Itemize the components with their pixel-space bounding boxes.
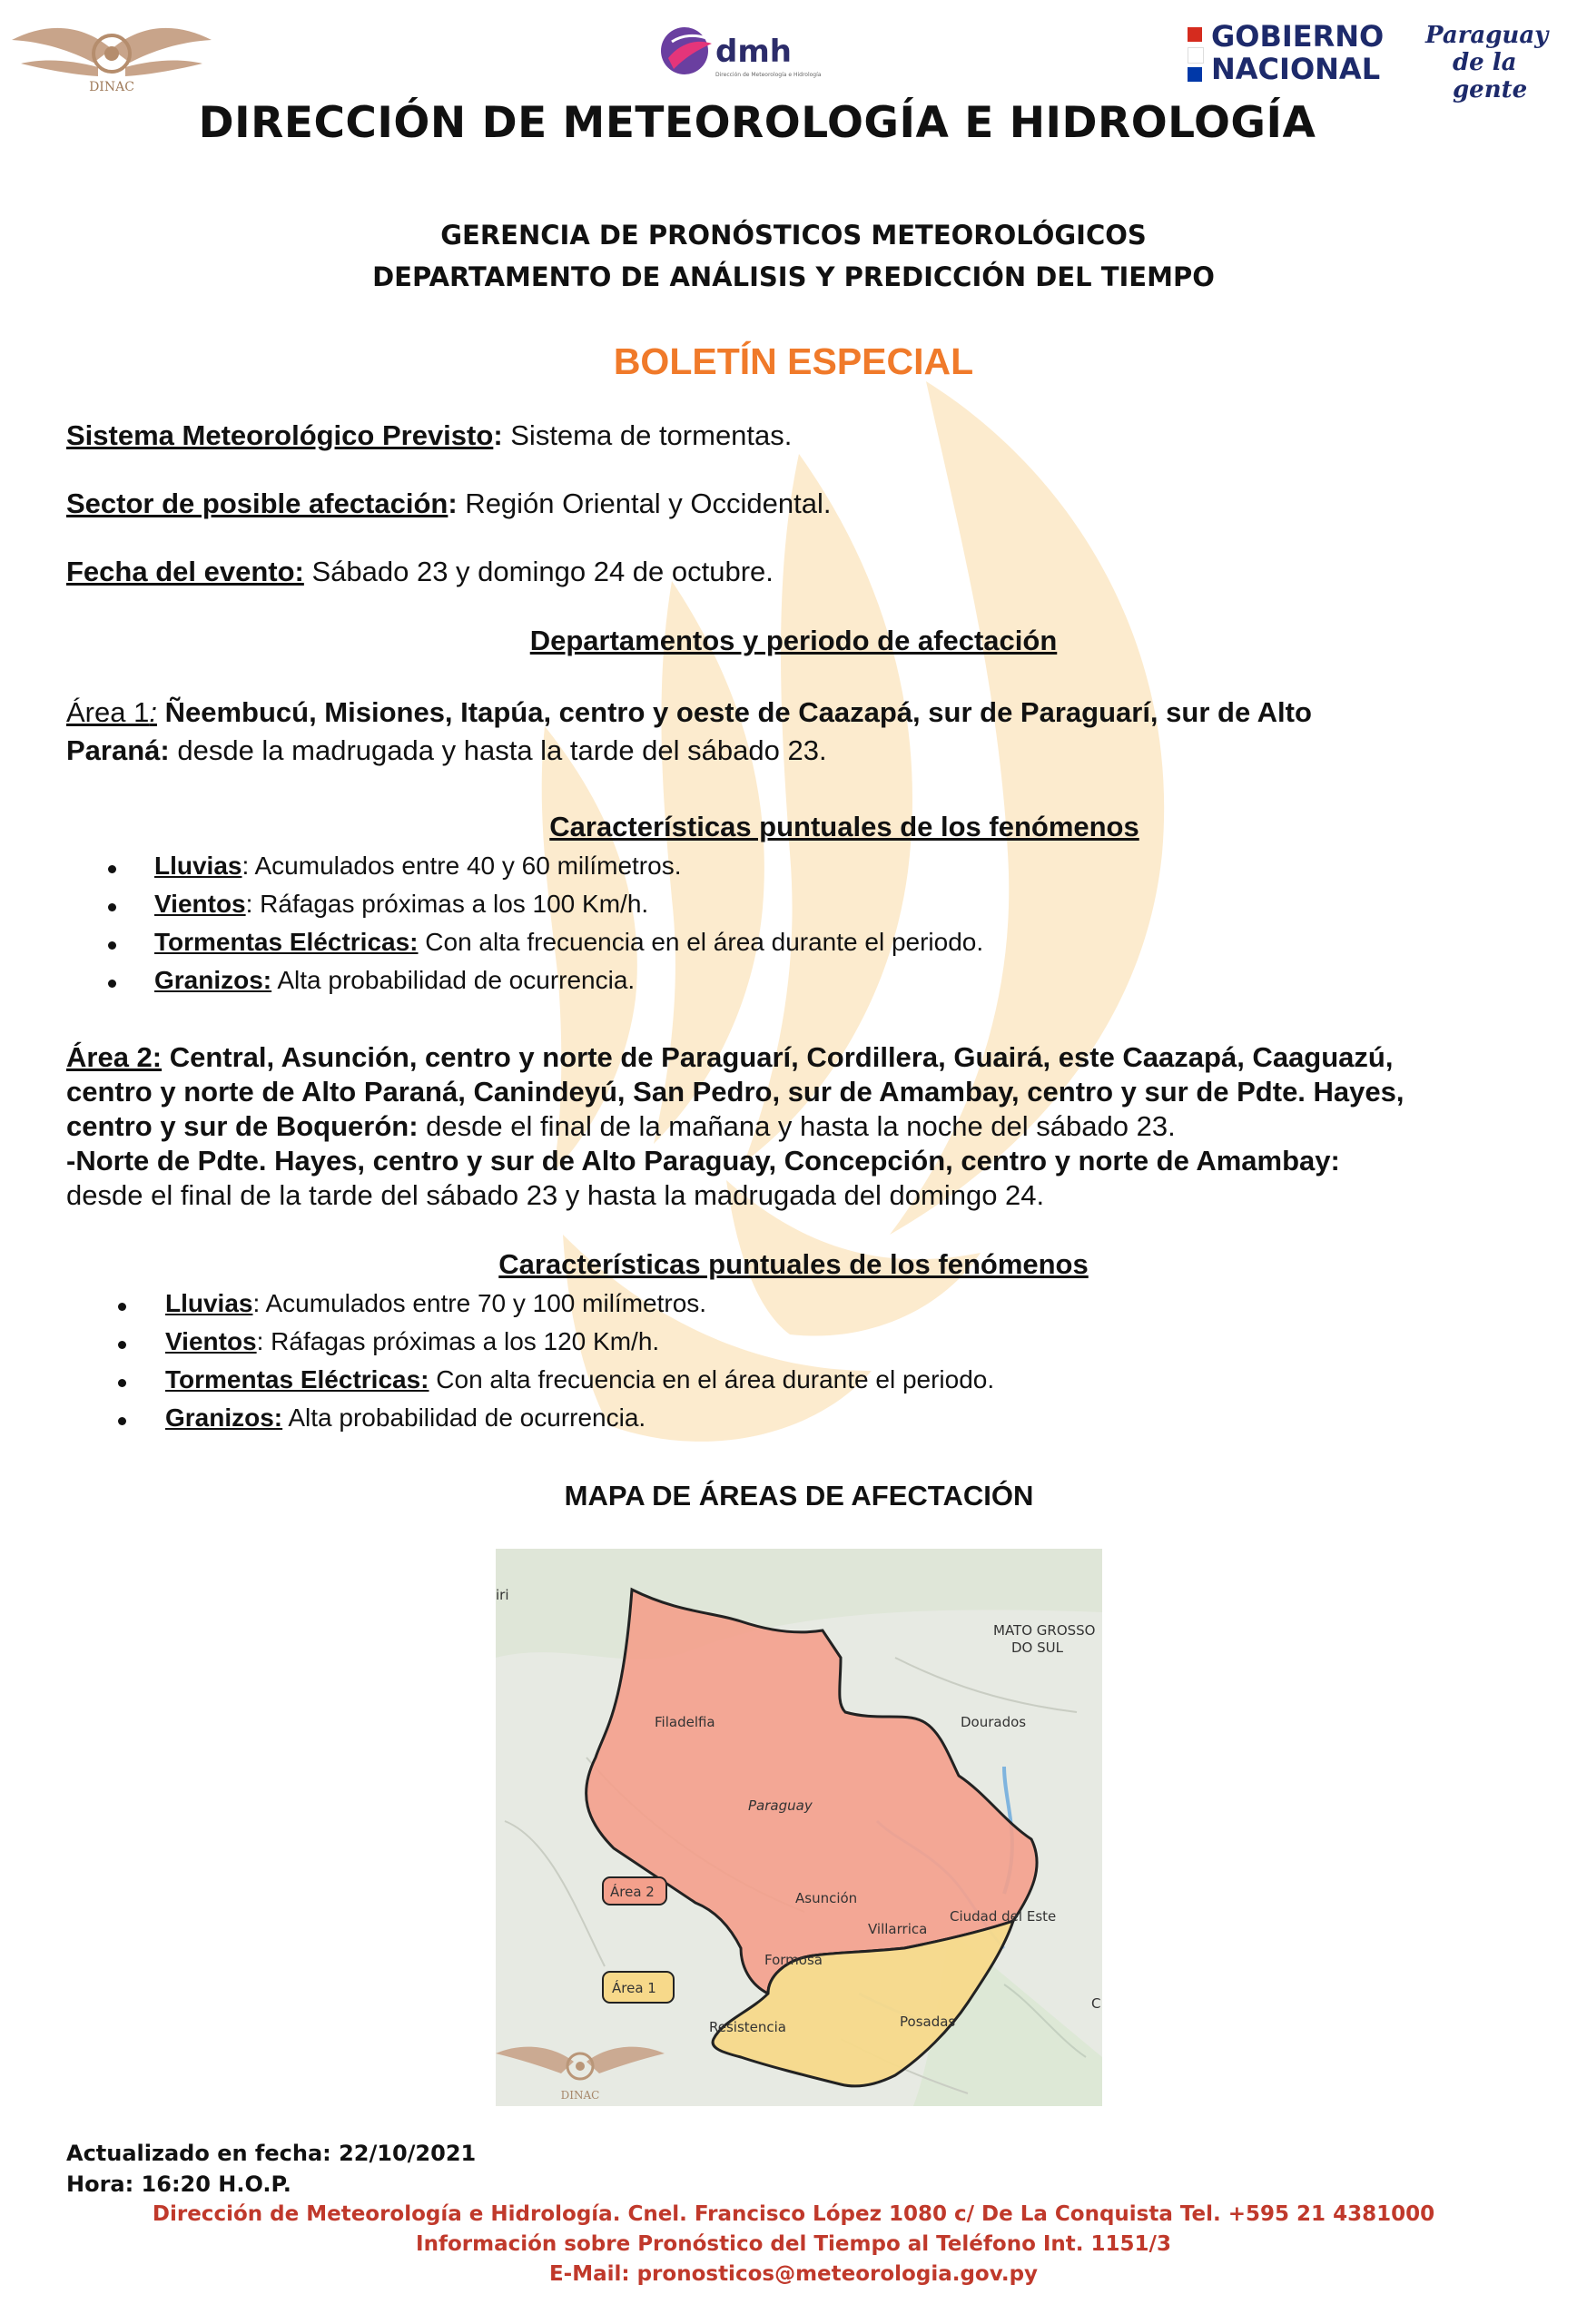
map-label-resistencia: Resistencia: [709, 2019, 786, 2035]
area2-description: Área 2: Central, Asunción, centro y norte de Paraguarí, Cordillera, Guairá, este Caazapá, Caaguazú, centro y norte de Alto Paraná, Canindeyú, San Pedro, sur de Amambay, centro y sur de Pdte. Hayes, centro y sur de Boquerón: desde el final de la mañana y hasta la noche del sábado 23. -Norte de Pdte. Hayes, centro y sur de Alto Paraguay, Concepción, centro y norte de Amambay: desde el final de la tarde del sábado 23 y hasta la madrugada del domingo 24.: [66, 1041, 1405, 1211]
area1-places-line2: Paraná:: [66, 734, 170, 766]
map-legend-area2: Área 2: [610, 1884, 655, 1900]
area1-features-heading: Características puntuales de los fenómenos: [549, 811, 1139, 842]
footer-address: Dirección de Meteorología e Hidrología. Cnel. Francisco López 1080 c/ De La Conquista Tel. +595 21 4381000: [152, 2202, 1435, 2226]
gobierno-text: GOBIERNO: [1211, 19, 1385, 54]
flag-white-square: [1188, 47, 1204, 64]
dmh-logo-subtext: Dirección de Meteorología e Hidrología: [715, 72, 822, 78]
updated-time: Hora: 16:20 H.O.P.: [66, 2171, 291, 2197]
updated-date: Actualizado en fecha: 22/10/2021: [66, 2141, 477, 2166]
flag-red-square: [1188, 27, 1202, 42]
area1-period: desde la madrugada y hasta la tarde del sábado 23.: [169, 734, 827, 766]
system-label: Sistema Meteorológico Previsto: [66, 419, 494, 451]
map-label-mato-grosso-1: MATO GROSSO: [993, 1622, 1096, 1639]
map-label-edge-ri: iri: [496, 1587, 509, 1603]
map-label-dourados: Dourados: [961, 1714, 1027, 1730]
sector-value: Región Oriental y Occidental.: [457, 487, 832, 519]
map-label-paraguay: Paraguay: [748, 1797, 813, 1814]
footer-phone-info: Información sobre Pronóstico del Tiempo al Teléfono Int. 1151/3: [416, 2232, 1171, 2256]
dmh-logo: [656, 22, 837, 85]
date-value: Sábado 23 y domingo 24 de octubre.: [303, 556, 774, 587]
de-la-gente-tagline: de la gente: [1453, 49, 1528, 103]
gobierno-nacional-logo: [1180, 19, 1571, 103]
affected-areas-map: [496, 1549, 1102, 2106]
map-label-formosa: Formosa: [764, 1952, 823, 1968]
map-label-edge-c: C: [1091, 1995, 1101, 2012]
sector-label: Sector de posible afectación: [66, 487, 448, 519]
page-title: DIRECCIÓN DE METEOROLOGÍA E HIDROLOGÍA: [198, 98, 1316, 148]
area2-label: Área 2:: [66, 1041, 163, 1073]
date-line: [66, 556, 774, 588]
area2-features-heading: Características puntuales de los fenómenos: [498, 1248, 1089, 1280]
map-label-mato-grosso-2: DO SUL: [1011, 1640, 1063, 1656]
map-label-ciudad-del-este: Ciudad del Este: [950, 1908, 1057, 1925]
paraguay-tagline: Paraguay: [1425, 22, 1549, 49]
map-label-villarrica: Villarrica: [868, 1921, 928, 1937]
dinac-logo-text: DINAC: [89, 80, 134, 94]
subtitle-gerencia: GERENCIA DE PRONÓSTICOS METEOROLÓGICOS: [440, 220, 1147, 251]
departments-heading: Departamentos y periodo de afectación: [529, 625, 1058, 656]
dinac-logo: [7, 13, 216, 94]
dmh-logo-text: dmh: [715, 34, 792, 70]
area1-description: Área 1: Ñeembucú, Misiones, Itapúa, centro y oeste de Caazapá, sur de Paraguarí, sur de Alto Paraná: desde la madrugada y hasta la tarde del sábado 23.: [66, 696, 1312, 766]
nacional-text: NACIONAL: [1211, 52, 1381, 86]
flag-blue-square: [1188, 67, 1202, 82]
system-value: Sistema de tormentas.: [502, 419, 793, 451]
svg-text:DINAC: DINAC: [560, 2089, 600, 2102]
date-label: Fecha del evento:: [66, 556, 304, 587]
map-label-posadas: Posadas: [900, 2014, 956, 2030]
map-label-filadelfia: Filadelfia: [655, 1714, 715, 1730]
map-legend-area1: Área 1: [612, 1980, 656, 1996]
bulletin-heading: BOLETÍN ESPECIAL: [613, 340, 974, 382]
sector-line: Sector de posible afectación: Región Oriental y Occidental.: [66, 487, 832, 519]
area1-places-line1: Ñeembucú, Misiones, Itapúa, centro y oeste de Caazapá, sur de Paraguarí, sur de Alto: [156, 696, 1312, 728]
map-heading: MAPA DE ÁREAS DE AFECTACIÓN: [564, 1480, 1034, 1512]
system-line: Sistema Meteorológico Previsto: Sistema de tormentas.: [66, 419, 793, 451]
map-label-asuncion: Asunción: [795, 1890, 858, 1906]
subtitle-departamento: DEPARTAMENTO DE ANÁLISIS Y PREDICCIÓN DEL TIEMPO: [372, 261, 1215, 292]
footer-email[interactable]: E-Mail: pronosticos@meteorologia.gov.py: [548, 2262, 1039, 2286]
area1-label: Área 1: [66, 696, 150, 728]
